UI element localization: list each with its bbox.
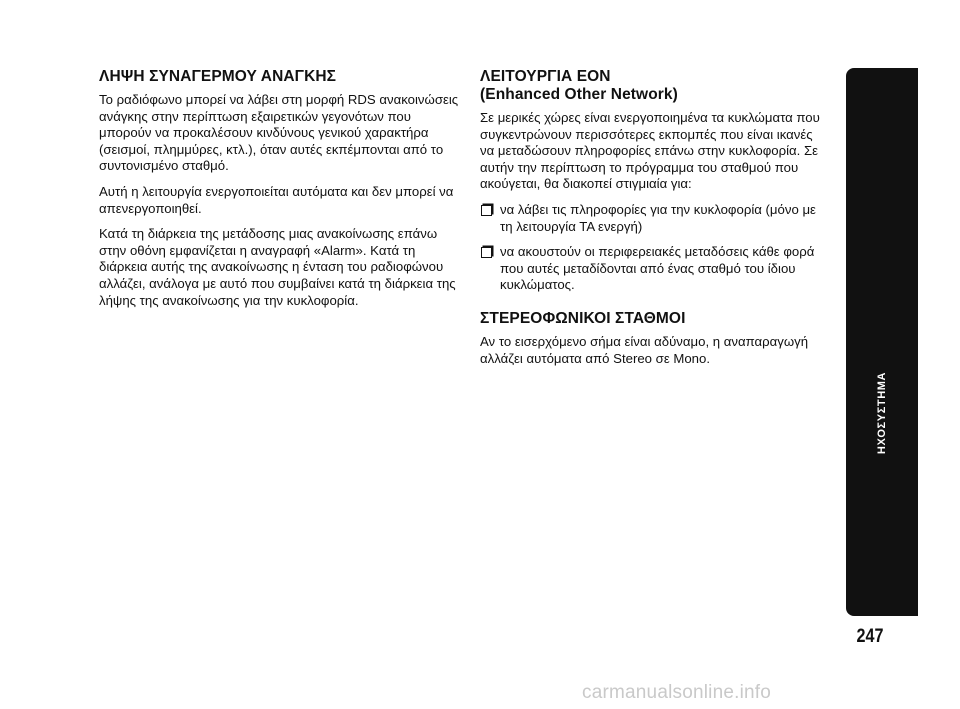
stereo-stations-paragraph: Αν το εισερχόμενο σήμα είναι αδύναμο, η αναπαραγωγή αλλάζει αυτόματα από Stereo σε Mono. <box>480 333 809 366</box>
eon-intro: Σε μερικές χώρες είναι ενεργοποιημένα τα κυκλώματα που συγκεντρώνουν περισσότερες εκπομπές που είναι ικανές να μεταδώσουν πληροφορίες επάνω στην κυκλοφορία. Σε αυτήν την περίπτωση το πρόγραμμα του σταθμού που ακούγεται, θα διακοπεί στιγμιαία για: <box>480 110 820 192</box>
stereo-stations-heading: ΣΤΕΡΕΟΦΩΝΙΚΟΙ ΣΤΑΘΜΟΙ <box>480 309 686 327</box>
emergency-alarm-paragraph-2: Αυτή η λειτουργία ενεργοποιείται αυτόματα και δεν μπορεί να απενεργοποιηθεί. <box>99 183 454 216</box>
eon-bullet-text: να λάβει τις πληροφορίες για την κυκλοφορία (μόνο με τη λειτουργία ΤΑ ενεργή) <box>500 201 816 234</box>
watermark: carmanualsonline.info <box>582 682 772 703</box>
eon-heading <box>480 68 830 104</box>
left-column <box>99 68 463 318</box>
checkbox-bullet-icon <box>481 247 492 258</box>
checkbox-bullet-icon <box>481 205 492 216</box>
emergency-alarm-paragraph-3: Κατά τη διάρκεια της μετάδοσης μιας ανακοίνωσης επάνω στην οθόνη εμφανίζεται η αναγραφή «Alarm». Κατά τη διάρκεια αυτής της ανακοίνωσης η ένταση του ραδιοφώνου αλλάζει, ανάλογα με αυτό που συμβαίνει κατά τη διάρκεια της λήψης της ανακοίνωσης για την κυκλοφορία. <box>99 226 456 308</box>
page-number: 247 <box>856 626 884 647</box>
eon-heading-line-1: ΛΕΙΤΟΥΡΓΙΑ ΕΟΝ <box>480 68 611 85</box>
chapter-side-tab <box>846 68 918 616</box>
eon-bullet-item <box>480 202 830 235</box>
eon-bullet-text: να ακουστούν οι περιφερειακές μεταδόσεις κάθε φορά που αυτές μεταδίδονται από ένας σταθμό του ίδιου κυκλώματος. <box>500 244 815 293</box>
eon-heading-line-2: (Enhanced Other Network) <box>480 86 678 103</box>
emergency-alarm-paragraph-1: Το ραδιόφωνο μπορεί να λάβει στη μορφή RDS ανακοινώσεις ανάγκης στην περίπτωση εξαιρετικών γεγονότων που μπορούν να προκαλέσουν κινδύνους γενικού χαρακτήρα (σεισμοί, πλημμύρες, κτλ.), όταν αυτές εκπέμπονται από το συντονισμένο σταθμό. <box>99 92 459 174</box>
emergency-alarm-heading: ΛΗΨΗ ΣΥΝΑΓΕΡΜΟΥ ΑΝΑΓΚΗΣ <box>99 68 337 85</box>
chapter-tab-label: ΗΧΟΣΥΣΤΗΜΑ <box>876 371 888 455</box>
eon-bullet-list <box>480 202 830 294</box>
right-column <box>480 68 830 376</box>
eon-bullet-item <box>480 244 830 294</box>
